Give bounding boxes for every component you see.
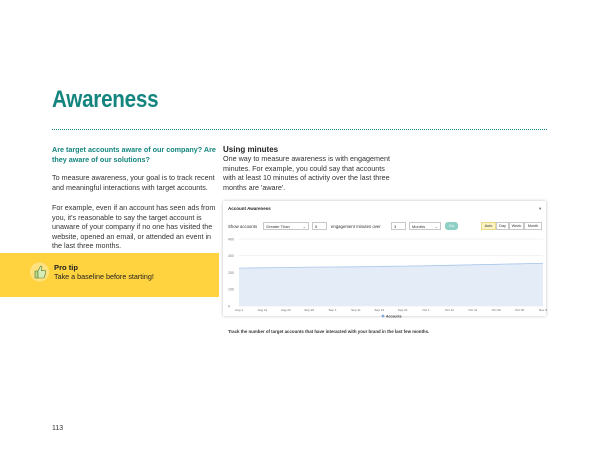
x-tick-label: Aug 1 xyxy=(234,308,244,312)
pro-tip-title: Pro tip xyxy=(54,263,79,272)
paragraph-goal: To measure awareness, your goal is to track recent and meaningful interactions with target accounts. xyxy=(52,173,215,192)
chart-caption: Track the number of target accounts that have interacted with your brand in the last few months. xyxy=(228,329,430,334)
x-tick-label: Sep 1 xyxy=(328,308,337,312)
pro-tip-text: Take a baseline before starting! xyxy=(54,272,154,281)
engagement-label: engagement minutes over xyxy=(331,224,381,229)
x-tick-label: Sep 20 xyxy=(304,308,315,312)
legend-marker xyxy=(382,315,385,318)
chevron-down-icon: ⌄ xyxy=(434,224,438,229)
awareness-chart xyxy=(223,234,546,322)
period-unit-select[interactable] xyxy=(409,222,441,230)
x-tick-label: Sep 21 xyxy=(397,308,408,312)
x-tick-label: Oct 30 xyxy=(515,308,525,312)
x-tick-label: Aug 22 xyxy=(280,308,291,312)
filter-select[interactable] xyxy=(263,222,309,230)
period-unit-value: Months xyxy=(412,224,426,229)
paragraph-minutes: One way to measure awareness is with engagement minutes. For example, you could say that accounts with at least 10 minutes of activity over the last three months are 'aware'. xyxy=(223,154,390,192)
y-tick-label: 0 xyxy=(228,304,230,309)
x-tick-label: Oct 20 xyxy=(491,308,501,312)
x-tick-label: Oct 11 xyxy=(468,308,478,312)
minutes-input[interactable]: 5 xyxy=(312,222,327,230)
chevron-down-icon: ⌄ xyxy=(302,224,306,229)
section-heading: Using minutes xyxy=(223,145,279,154)
widget-title: Account Awareness xyxy=(228,206,271,211)
page-number: 113 xyxy=(52,425,64,432)
thumbs-up-icon xyxy=(30,262,49,282)
range-day-button[interactable]: Day xyxy=(496,222,509,230)
go-button[interactable]: Go xyxy=(445,222,458,230)
y-tick-label: 100 xyxy=(228,287,234,292)
show-accounts-label: Show accounts xyxy=(228,224,258,229)
page-title: Awareness xyxy=(52,86,159,113)
x-tick-label: Sep 11 xyxy=(351,308,361,312)
range-month-button[interactable]: Month xyxy=(524,222,542,230)
period-input[interactable]: 3 xyxy=(391,222,406,230)
y-tick-label: 300 xyxy=(228,254,234,259)
title-divider xyxy=(52,129,547,130)
x-tick-label: Oct 11 xyxy=(445,308,454,312)
range-week-button[interactable]: Week xyxy=(509,222,524,230)
area-fill xyxy=(239,263,543,306)
x-tick-label: Nov 9 xyxy=(538,308,548,312)
question-text: Are target accounts aware of our company? Are they aware of our solutions? xyxy=(52,145,216,164)
x-tick-label: Sep 21 xyxy=(374,308,385,312)
range-auto-button[interactable]: Auto xyxy=(481,222,496,230)
x-tick-label: Aug 11 xyxy=(257,308,268,312)
paragraph-example: For example, even if an account has seen ads from you, it's reasonable to say the target account is unaware of your company if no one has visited the website, opened an email, or attended an event in the last three months. xyxy=(52,203,216,251)
y-tick-label: 400 xyxy=(228,237,234,242)
y-tick-label: 200 xyxy=(228,270,234,275)
x-tick-label: Oct 1 xyxy=(422,308,430,312)
collapse-caret-icon[interactable]: ▾ xyxy=(539,206,542,211)
legend-label: Accounts xyxy=(386,314,402,319)
filter-select-value: Greater Than xyxy=(266,224,290,229)
